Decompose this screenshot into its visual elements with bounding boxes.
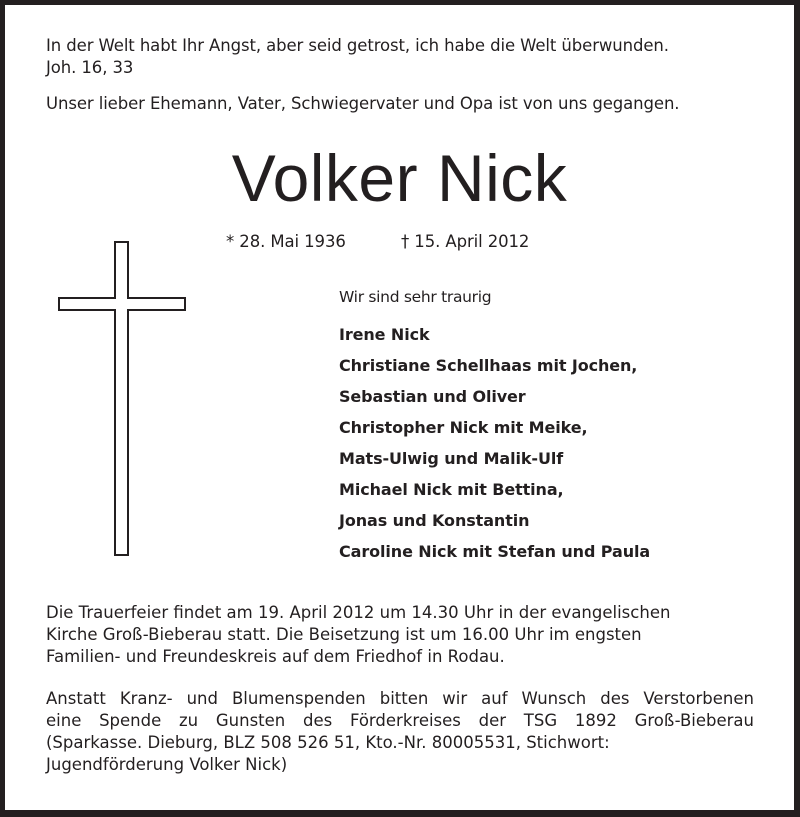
donation-line: eine Spende zu Gunsten des Förderkreises der TSG 1892 Groß-Bieberau — [46, 711, 754, 730]
cross-vertical-bar — [114, 241, 129, 556]
ceremony-line: Die Trauerfeier findet am 19. April 2012 um 14.30 Uhr in der evangelischen — [46, 603, 671, 622]
cross-joint — [116, 297, 127, 311]
obituary-notice — [5, 5, 794, 810]
ceremony-line: Familien- und Freundeskreis auf dem Friedhof in Rodau. — [46, 647, 505, 666]
ceremony-line: Kirche Groß-Bieberau statt. Die Beisetzung ist um 16.00 Uhr im engsten — [46, 625, 642, 644]
ceremony-info — [46, 602, 754, 668]
verse-reference: Joh. 16, 33 — [46, 58, 134, 77]
intro-text: Unser lieber Ehemann, Vater, Schwiegervater und Opa ist von uns gegangen. — [46, 94, 680, 113]
bible-verse: In der Welt habt Ihr Angst, aber seid getrost, ich habe die Welt überwunden. — [46, 36, 669, 55]
donation-line: (Sparkasse. Dieburg, BLZ 508 526 51, Kto.-Nr. 80005531, Stichwort: — [46, 733, 610, 752]
mourner-line: Christiane Schellhaas mit Jochen, — [339, 356, 638, 375]
mourner-line: Christopher Nick mit Meike, — [339, 418, 588, 437]
death-date: † 15. April 2012 — [401, 232, 530, 251]
mourner-line: Michael Nick mit Bettina, — [339, 480, 564, 499]
mourner-line: Irene Nick — [339, 325, 430, 344]
mourners-intro: Wir sind sehr traurig — [339, 288, 492, 306]
mourner-line: Mats-Ulwig und Malik-Ulf — [339, 449, 564, 468]
mourner-line: Caroline Nick mit Stefan und Paula — [339, 542, 651, 561]
donation-line: Jugendförderung Volker Nick) — [46, 755, 288, 774]
mourner-line: Sebastian und Oliver — [339, 387, 526, 406]
mourners-list — [339, 319, 650, 567]
mourner-line: Jonas und Konstantin — [339, 511, 530, 530]
donation-line: Anstatt Kranz- und Blumenspenden bitten wir auf Wunsch des Verstorbenen — [46, 689, 754, 708]
birth-date: * 28. Mai 1936 — [226, 232, 346, 251]
deceased-name: Volker Nick — [231, 141, 568, 215]
donation-info — [46, 688, 754, 776]
